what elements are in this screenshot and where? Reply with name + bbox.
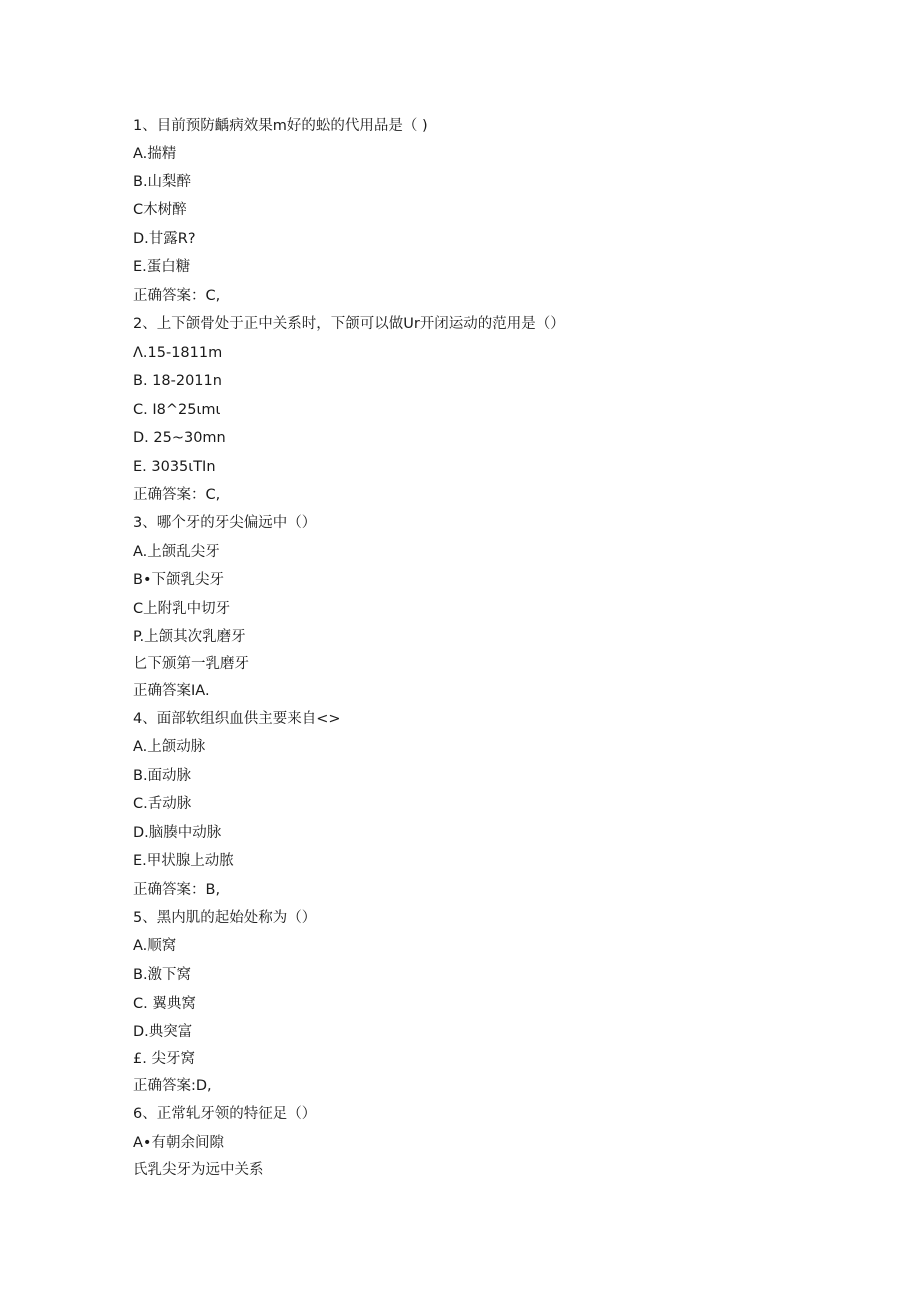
question-6-stem: 6、正常轧牙领的特征足（） — [133, 1106, 317, 1122]
question-3-option-a: A.上颌乱尖牙 — [133, 544, 220, 560]
question-4-option-e: E.甲状腺上动脓 — [133, 853, 234, 869]
question-1-answer: 正确答案：C, — [133, 288, 221, 304]
question-2-option-a: Λ.15-1811m — [133, 345, 223, 361]
question-3-option-d: P.上颌其次乳磨牙 — [133, 629, 246, 645]
question-5-option-b: B.激下窝 — [133, 967, 192, 983]
question-4-option-a: A.上颌动脉 — [133, 739, 206, 755]
question-1-option-b: B.山梨醉 — [133, 174, 192, 190]
question-3-option-b: B•下颌乳尖牙 — [133, 572, 224, 588]
question-3-option-c: C上附乳中切牙 — [133, 601, 231, 617]
question-2-option-c: C. I8^25ιmι — [133, 402, 221, 418]
question-2-answer: 正确答案：C, — [133, 487, 221, 503]
question-1-option-c: C木树醉 — [133, 202, 187, 218]
question-3-answer: 正确答案IA. — [133, 683, 210, 699]
question-5-stem: 5、黑内肌的起始处称为（） — [133, 910, 317, 926]
question-6-option-a: A•有朝余间隙 — [133, 1135, 224, 1151]
question-4-stem: 4、面部软组织血供主要来自<> — [133, 711, 341, 727]
question-5-option-c: C. 翼典窝 — [133, 996, 196, 1012]
question-1-stem: 1、目前预防齲病效果m好的蚣的代用品是（ ) — [133, 118, 428, 134]
question-3-option-e: 匕下颁第一乳磨牙 — [133, 656, 249, 672]
question-4-option-d: D.脑腠中动脉 — [133, 825, 222, 841]
question-4-option-b: B.面动脉 — [133, 768, 192, 784]
question-2-option-e: E. 3035ιTIn — [133, 459, 216, 475]
question-2-option-d: D. 25~30mn — [133, 430, 226, 446]
question-5-option-e: £. 尖牙窝 — [133, 1051, 195, 1067]
question-4-option-c: C.舌动脉 — [133, 796, 192, 812]
question-1-option-e: E.蛋白糖 — [133, 259, 191, 275]
question-5-answer: 正确答案:D, — [133, 1078, 212, 1094]
question-6-option-b: 氏乳尖牙为远中关系 — [133, 1162, 264, 1178]
question-1-option-d: D.甘露R? — [133, 231, 196, 247]
question-2-option-b: B. 18-2011n — [133, 373, 222, 389]
question-1-option-a: A.揣精 — [133, 146, 177, 162]
question-5-option-d: D.典突富 — [133, 1024, 193, 1040]
question-5-option-a: A.顺窝 — [133, 938, 177, 954]
question-4-answer: 正确答案：B, — [133, 882, 221, 898]
question-2-stem: 2、上下颌骨处于正中关系时，下颌可以做Ur开闭运动的范用是（） — [133, 316, 565, 332]
question-3-stem: 3、哪个牙的牙尖偏远中（） — [133, 515, 317, 531]
